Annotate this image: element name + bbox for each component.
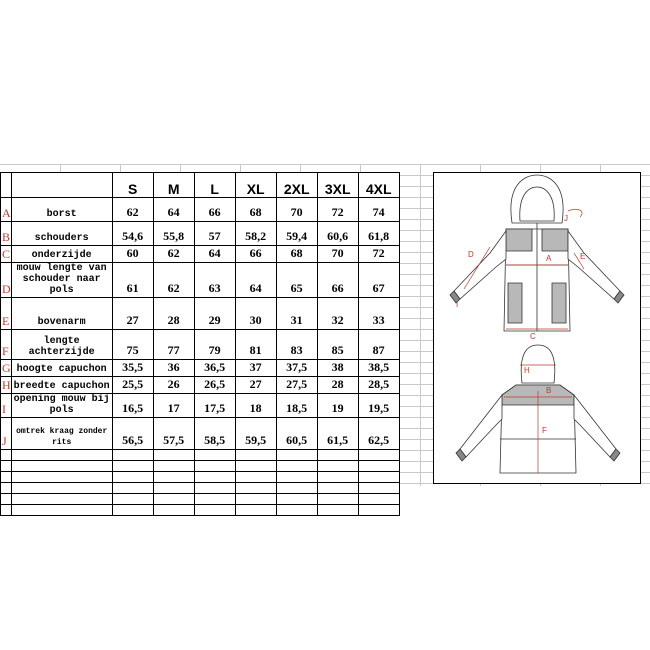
back-label-f: F bbox=[542, 426, 547, 435]
measure-value: 83 bbox=[276, 330, 317, 360]
empty-cell bbox=[276, 483, 317, 494]
measure-value: 31 bbox=[276, 298, 317, 330]
empty-cell bbox=[112, 505, 153, 516]
empty-cell bbox=[153, 450, 194, 461]
front-label-j: J bbox=[564, 214, 568, 223]
measure-value: 66 bbox=[194, 198, 235, 222]
size-header: M bbox=[153, 173, 194, 198]
measure-value: 61,5 bbox=[317, 418, 358, 450]
measure-value: 64 bbox=[194, 246, 235, 263]
empty-cell bbox=[317, 472, 358, 483]
size-row bbox=[1, 298, 400, 330]
grid-row-line bbox=[0, 164, 650, 165]
measure-value: 27 bbox=[112, 298, 153, 330]
measure-value: 58,5 bbox=[194, 418, 235, 450]
empty-cell bbox=[358, 505, 399, 516]
empty-cell bbox=[317, 483, 358, 494]
row-letter: E bbox=[1, 298, 12, 330]
measure-value: 36,5 bbox=[194, 360, 235, 377]
measure-value: 28 bbox=[153, 298, 194, 330]
empty-cell bbox=[194, 450, 235, 461]
measure-value: 58,2 bbox=[235, 222, 276, 246]
measure-value: 68 bbox=[276, 246, 317, 263]
empty-cell bbox=[194, 461, 235, 472]
size-header: L bbox=[194, 173, 235, 198]
measure-value: 26 bbox=[153, 377, 194, 394]
measure-value: 63 bbox=[194, 263, 235, 298]
measure-value: 66 bbox=[235, 246, 276, 263]
measure-value: 57 bbox=[194, 222, 235, 246]
empty-row bbox=[1, 505, 400, 516]
measure-value: 60,5 bbox=[276, 418, 317, 450]
measure-value: 85 bbox=[317, 330, 358, 360]
empty-cell bbox=[317, 450, 358, 461]
jacket-sketch bbox=[434, 173, 640, 483]
size-row bbox=[1, 263, 400, 298]
row-letter: H bbox=[2, 378, 11, 392]
measure-value: 26,5 bbox=[194, 377, 235, 394]
empty-cell bbox=[1, 450, 12, 461]
measure-value: 18,5 bbox=[276, 394, 317, 418]
size-row bbox=[1, 246, 400, 263]
empty-cell bbox=[1, 494, 12, 505]
front-label-a: A bbox=[546, 254, 552, 263]
empty-cell bbox=[194, 494, 235, 505]
empty-cell bbox=[317, 505, 358, 516]
measure-value: 60 bbox=[112, 246, 153, 263]
size-row bbox=[1, 394, 400, 418]
measure-value: 75 bbox=[112, 330, 153, 360]
row-label: breedte capuchon bbox=[11, 377, 112, 394]
empty-row bbox=[1, 494, 400, 505]
empty-cell bbox=[153, 461, 194, 472]
size-row bbox=[1, 418, 400, 450]
empty-cell bbox=[112, 483, 153, 494]
measure-value: 59,5 bbox=[235, 418, 276, 450]
front-label-d: D bbox=[468, 250, 474, 259]
measure-value: 74 bbox=[358, 198, 399, 222]
measure-value: 19 bbox=[317, 394, 358, 418]
empty-cell bbox=[358, 483, 399, 494]
measure-value: 54,6 bbox=[112, 222, 153, 246]
empty-cell bbox=[1, 472, 12, 483]
measure-value: 19,5 bbox=[358, 394, 399, 418]
measure-value: 62,5 bbox=[358, 418, 399, 450]
measure-value: 70 bbox=[276, 198, 317, 222]
back-label-b: B bbox=[546, 386, 552, 395]
empty-cell bbox=[235, 461, 276, 472]
measure-value: 59,4 bbox=[276, 222, 317, 246]
label-header-cell bbox=[11, 173, 112, 198]
empty-row bbox=[1, 461, 400, 472]
row-letter: F bbox=[1, 330, 12, 360]
row-letter: J bbox=[1, 418, 12, 450]
row-letter: G bbox=[2, 361, 11, 375]
measure-value: 56,5 bbox=[112, 418, 153, 450]
measure-value: 28,5 bbox=[358, 377, 399, 394]
measure-value: 35,5 bbox=[112, 360, 153, 377]
empty-cell bbox=[194, 472, 235, 483]
empty-cell bbox=[235, 483, 276, 494]
measure-value: 68 bbox=[235, 198, 276, 222]
empty-cell bbox=[11, 450, 112, 461]
measure-value: 67 bbox=[358, 263, 399, 298]
row-label: onderzijde bbox=[11, 246, 112, 263]
measure-value: 38 bbox=[317, 360, 358, 377]
measure-value: 87 bbox=[358, 330, 399, 360]
size-row bbox=[1, 377, 400, 394]
empty-cell bbox=[317, 494, 358, 505]
empty-cell bbox=[358, 450, 399, 461]
size-chart-table bbox=[0, 172, 400, 516]
corner-cell bbox=[1, 173, 12, 198]
size-row bbox=[1, 222, 400, 246]
empty-cell bbox=[153, 505, 194, 516]
empty-cell bbox=[194, 483, 235, 494]
empty-cell bbox=[1, 483, 12, 494]
row-label: schouders bbox=[11, 222, 112, 246]
grid-col-line bbox=[420, 164, 421, 486]
measure-value: 65 bbox=[276, 263, 317, 298]
measure-value: 61,8 bbox=[358, 222, 399, 246]
measure-value: 60,6 bbox=[317, 222, 358, 246]
empty-cell bbox=[112, 494, 153, 505]
measure-value: 25,5 bbox=[112, 377, 153, 394]
empty-cell bbox=[358, 472, 399, 483]
measure-value: 72 bbox=[358, 246, 399, 263]
empty-cell bbox=[11, 472, 112, 483]
measure-value: 17 bbox=[153, 394, 194, 418]
empty-cell bbox=[276, 494, 317, 505]
measure-value: 27 bbox=[235, 377, 276, 394]
empty-cell bbox=[194, 505, 235, 516]
row-label: lengte achterzijde bbox=[11, 330, 112, 360]
empty-row bbox=[1, 472, 400, 483]
measure-value: 62 bbox=[153, 263, 194, 298]
empty-cell bbox=[235, 505, 276, 516]
empty-cell bbox=[112, 461, 153, 472]
empty-cell bbox=[358, 461, 399, 472]
empty-cell bbox=[11, 505, 112, 516]
measure-value: 66 bbox=[317, 263, 358, 298]
measure-value: 29 bbox=[194, 298, 235, 330]
measure-value: 72 bbox=[317, 198, 358, 222]
empty-cell bbox=[11, 483, 112, 494]
size-header: XL bbox=[235, 173, 276, 198]
size-row bbox=[1, 198, 400, 222]
row-label: bovenarm bbox=[11, 298, 112, 330]
jacket-measurement-diagram bbox=[433, 172, 641, 484]
size-header: 4XL bbox=[358, 173, 399, 198]
empty-cell bbox=[358, 494, 399, 505]
measure-value: 77 bbox=[153, 330, 194, 360]
measure-value: 64 bbox=[235, 263, 276, 298]
empty-cell bbox=[276, 505, 317, 516]
row-label: borst bbox=[11, 198, 112, 222]
front-label-e: E bbox=[580, 252, 586, 261]
empty-cell bbox=[235, 494, 276, 505]
size-header-row bbox=[1, 173, 400, 198]
empty-cell bbox=[276, 472, 317, 483]
size-header: S bbox=[112, 173, 153, 198]
empty-row bbox=[1, 483, 400, 494]
measure-value: 16,5 bbox=[112, 394, 153, 418]
empty-cell bbox=[153, 472, 194, 483]
empty-cell bbox=[153, 494, 194, 505]
empty-cell bbox=[276, 461, 317, 472]
size-row bbox=[1, 360, 400, 377]
measure-value: 30 bbox=[235, 298, 276, 330]
empty-row bbox=[1, 450, 400, 461]
measure-value: 62 bbox=[153, 246, 194, 263]
row-label: opening mouw bij pols bbox=[11, 394, 112, 418]
row-letter: C bbox=[2, 247, 11, 261]
measure-value: 33 bbox=[358, 298, 399, 330]
empty-cell bbox=[235, 472, 276, 483]
row-letter: D bbox=[1, 263, 12, 298]
measure-value: 79 bbox=[194, 330, 235, 360]
measure-value: 37,5 bbox=[276, 360, 317, 377]
empty-cell bbox=[235, 450, 276, 461]
measure-value: 62 bbox=[112, 198, 153, 222]
measure-value: 70 bbox=[317, 246, 358, 263]
empty-cell bbox=[11, 494, 112, 505]
empty-cell bbox=[276, 450, 317, 461]
size-header: 3XL bbox=[317, 173, 358, 198]
row-label: omtrek kraag zonder rits bbox=[11, 418, 112, 450]
row-letter: I bbox=[1, 394, 12, 418]
empty-cell bbox=[1, 461, 12, 472]
empty-cell bbox=[1, 505, 12, 516]
row-letter: A bbox=[1, 198, 12, 222]
measure-value: 61 bbox=[112, 263, 153, 298]
measure-value: 32 bbox=[317, 298, 358, 330]
row-label: mouw lengte van schouder naar pols bbox=[11, 263, 112, 298]
back-label-h: H bbox=[524, 366, 530, 375]
empty-cell bbox=[112, 450, 153, 461]
measure-value: 81 bbox=[235, 330, 276, 360]
measure-value: 55,8 bbox=[153, 222, 194, 246]
front-label-i: I bbox=[456, 300, 459, 309]
empty-cell bbox=[11, 461, 112, 472]
measure-value: 27,5 bbox=[276, 377, 317, 394]
empty-cell bbox=[317, 461, 358, 472]
empty-cell bbox=[112, 472, 153, 483]
front-jacket bbox=[450, 175, 624, 331]
measure-value: 36 bbox=[153, 360, 194, 377]
measure-value: 17,5 bbox=[194, 394, 235, 418]
measure-value: 64 bbox=[153, 198, 194, 222]
measure-value: 37 bbox=[235, 360, 276, 377]
measure-value: 38,5 bbox=[358, 360, 399, 377]
row-label: hoogte capuchon bbox=[11, 360, 112, 377]
size-row bbox=[1, 330, 400, 360]
size-header: 2XL bbox=[276, 173, 317, 198]
row-letter: B bbox=[1, 222, 12, 246]
front-label-c: C bbox=[530, 332, 536, 341]
measure-value: 57,5 bbox=[153, 418, 194, 450]
measure-value: 28 bbox=[317, 377, 358, 394]
measure-value: 18 bbox=[235, 394, 276, 418]
empty-cell bbox=[153, 483, 194, 494]
